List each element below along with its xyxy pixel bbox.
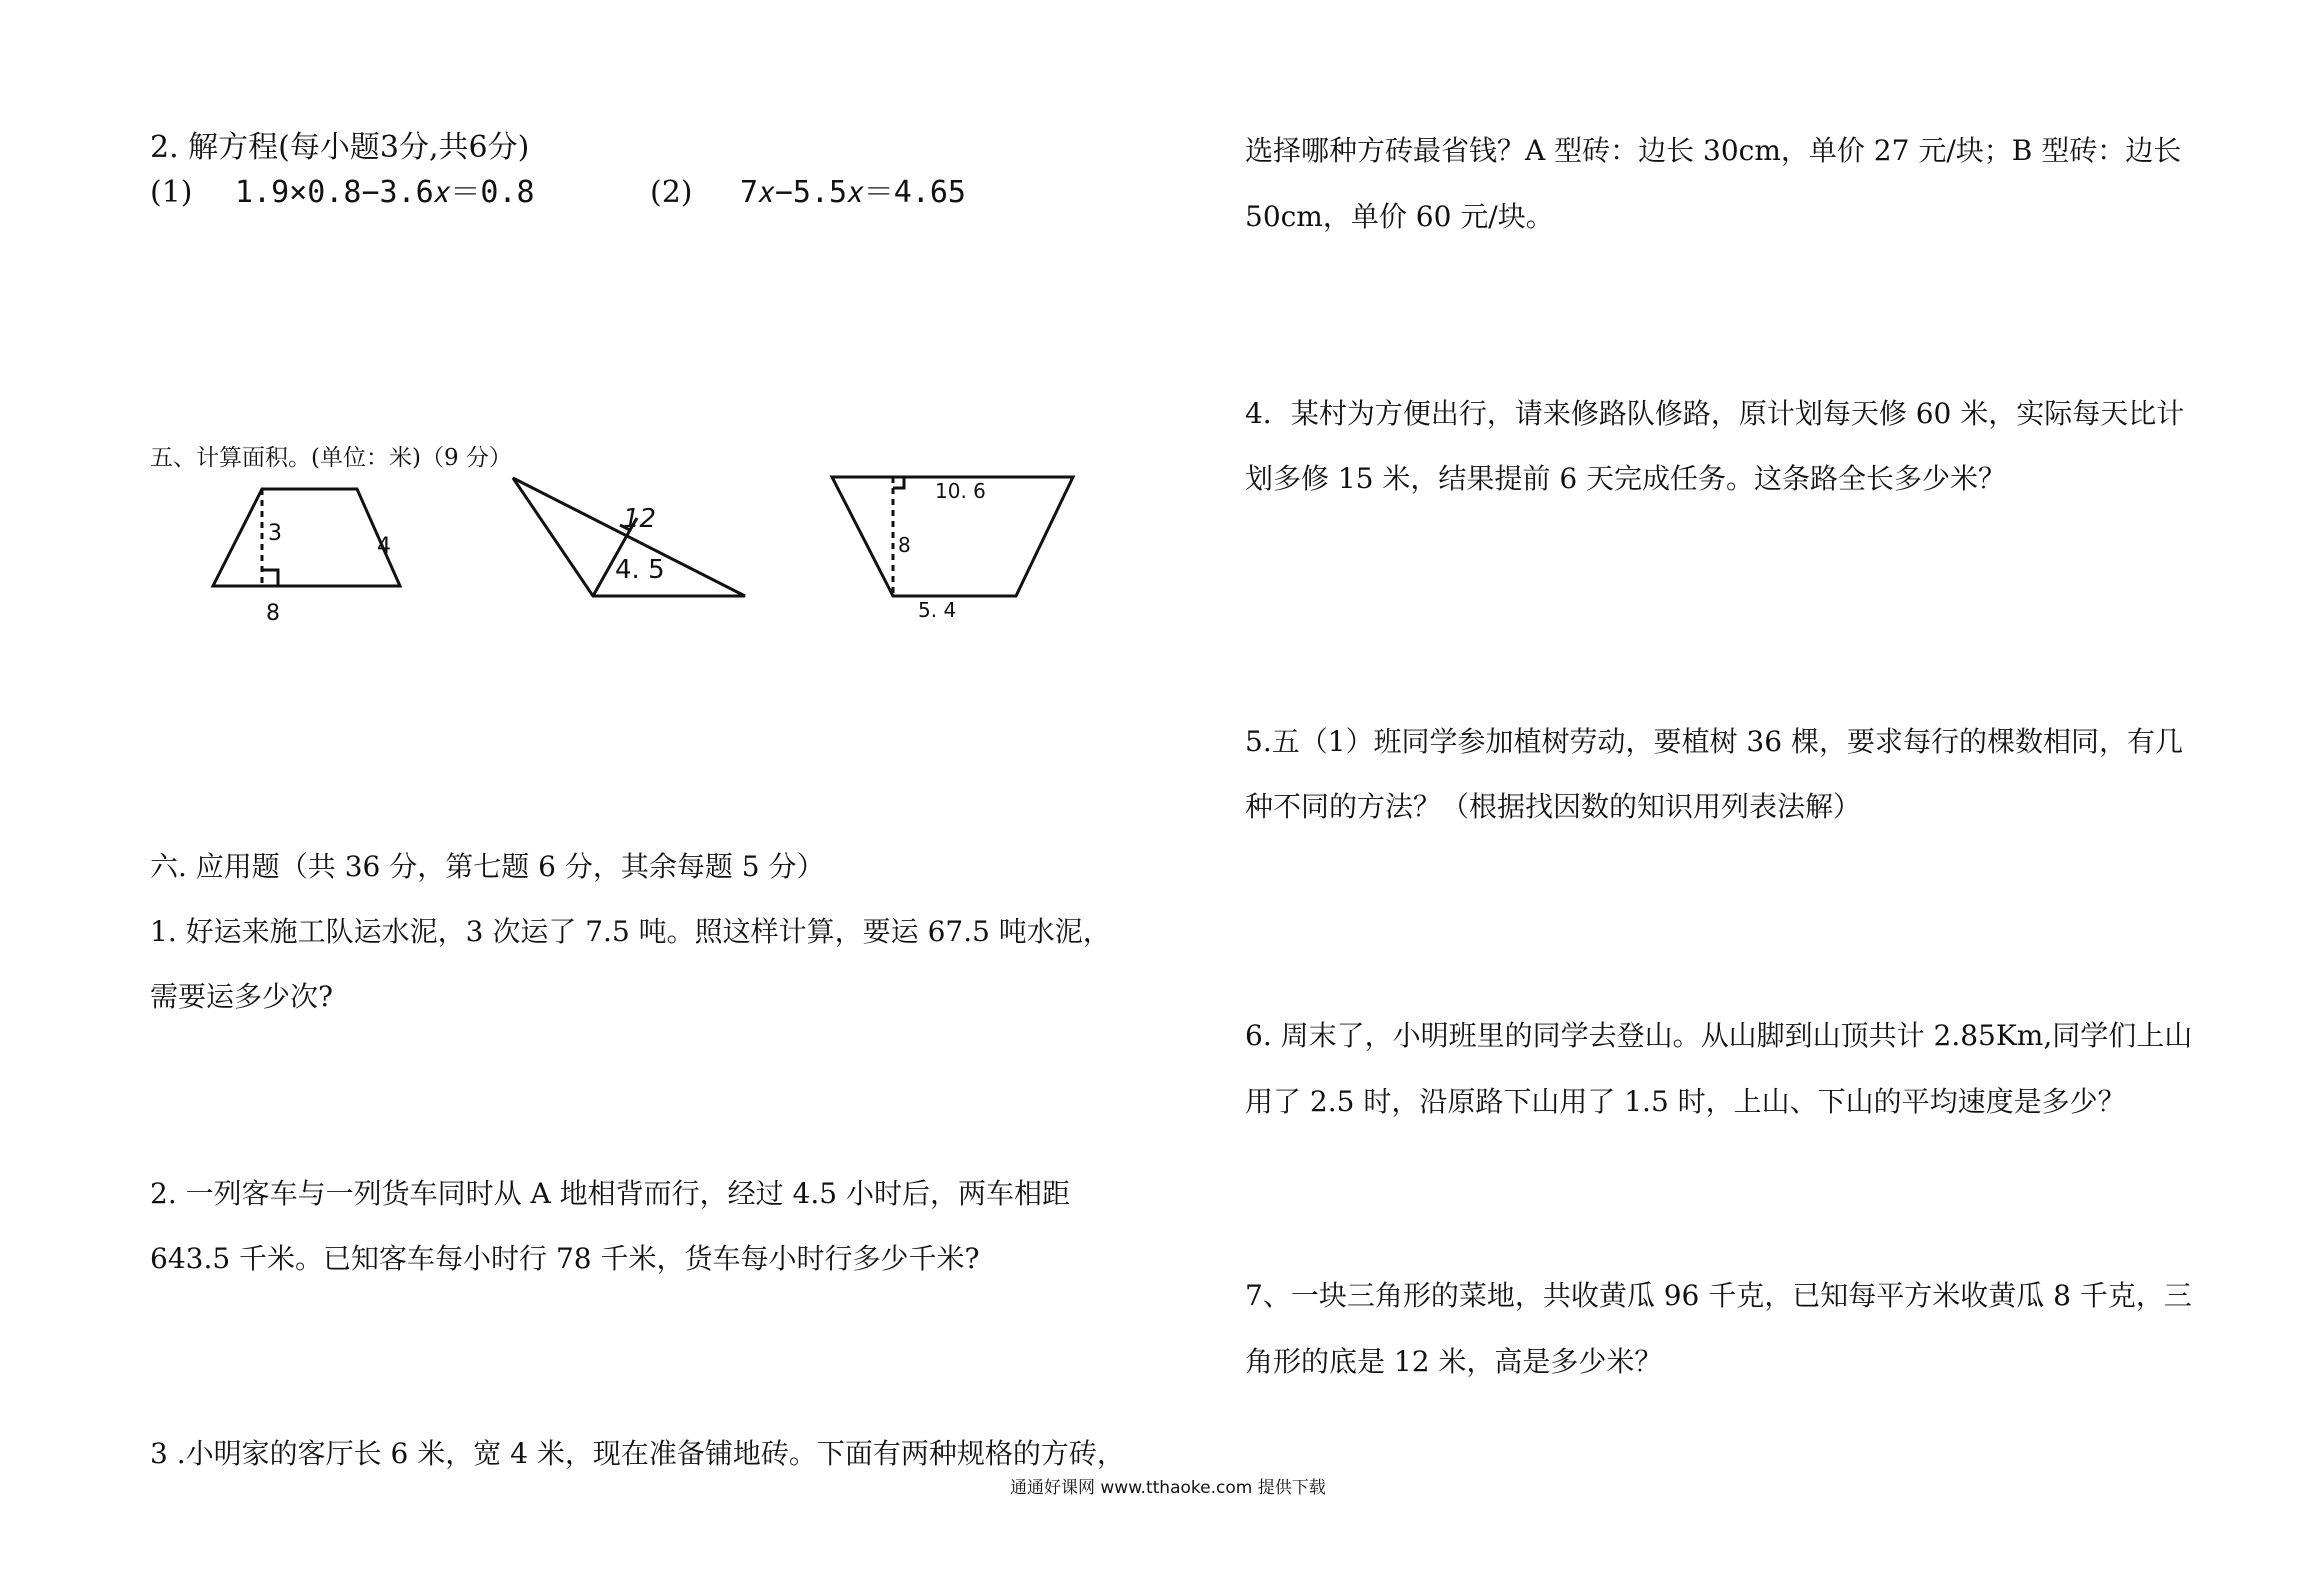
parallelogram-figure [213, 489, 400, 586]
question-7-line-2: 角形的底是 12 米，高是多少米？ [1245, 1345, 1663, 1378]
question-4-line-1: 4．某村为方便出行，请来修路队修路，原计划每天修 60 米，实际每天比计 [1245, 397, 2185, 430]
question-1-line-1: 1. 好运来施工队运水泥，3 次运了 7.5 吨。照这样计算，要运 67.5 吨水泥， [150, 915, 1111, 948]
equation-1-number: (1) [150, 175, 193, 210]
question-2-line-2: 643.5 千米。已知客车每小时行 78 千米，货车每小时行多少千米? [150, 1242, 980, 1275]
equations-title: 2. 解方程(每小题3分,共6分) [150, 130, 530, 165]
question-2-line-1: 2. 一列客车与一列货车同时从 A 地相背而行，经过 4.5 小时后，两车相距 [150, 1177, 1070, 1210]
parallelogram-shape [213, 489, 400, 586]
right-angle-mark [893, 477, 904, 488]
equation-2-number: (2) [650, 175, 693, 210]
equation-2: 7𝑥−5.5𝑥＝4.65 [740, 175, 966, 210]
trapezoid-top-label: 10. 6 [935, 479, 986, 503]
equation-1: 1.9×0.8−3.6𝑥＝0.8 [235, 175, 535, 210]
area-section-title: 五、计算面积。(单位：米)（9 分） [150, 445, 512, 471]
parallelogram-side-label: 4 [377, 534, 391, 559]
parallelogram-height-label: 3 [268, 521, 282, 546]
question-6-line-2: 用了 2.5 时，沿原路下山用了 1.5 时，上山、下山的平均速度是多少？ [1245, 1085, 2126, 1118]
question-3-line-3: 50cm，单价 60 元/块。 [1245, 200, 1554, 233]
right-angle-mark [262, 570, 278, 586]
question-5-line-2: 种不同的方法？（根据找因数的知识用列表法解） [1245, 790, 1862, 823]
question-7-line-1: 7、一块三角形的菜地，共收黄瓜 96 千克，已知每平方米收黄瓜 8 千克，三 [1245, 1279, 2192, 1312]
trapezoid-bottom-label: 5. 4 [918, 598, 957, 622]
footer-source: 通通好课网 www.tthaoke.com 提供下载 [1010, 1478, 1326, 1498]
question-3-line-2: 选择哪种方砖最省钱？A 型砖：边长 30cm，单价 27 元/块；B 型砖：边长 [1245, 134, 2182, 167]
question-4-line-2: 划多修 15 米，结果提前 6 天完成任务。这条路全长多少米？ [1245, 462, 2007, 495]
question-3-line-1: 3 .小明家的客厅长 6 米，宽 4 米，现在准备铺地砖。下面有两种规格的方砖， [150, 1437, 1125, 1470]
triangle-base-label: 12 [623, 504, 657, 534]
question-5-line-1: 5.五（1）班同学参加植树劳动，要植树 36 棵，要求每行的棵数相同，有几 [1245, 725, 2183, 758]
question-1-line-2: 需要运多少次? [150, 980, 334, 1013]
triangle-height-label: 4. 5 [615, 555, 665, 585]
applied-section-title: 六. 应用题（共 36 分，第七题 6 分，其余每题 5 分） [150, 850, 825, 883]
question-6-line-1: 6. 周末了，小明班里的同学去登山。从山脚到山顶共计 2.85Km,同学们上山 [1245, 1019, 2193, 1052]
trapezoid-height-label: 8 [898, 533, 911, 557]
parallelogram-base-label: 8 [266, 601, 280, 626]
